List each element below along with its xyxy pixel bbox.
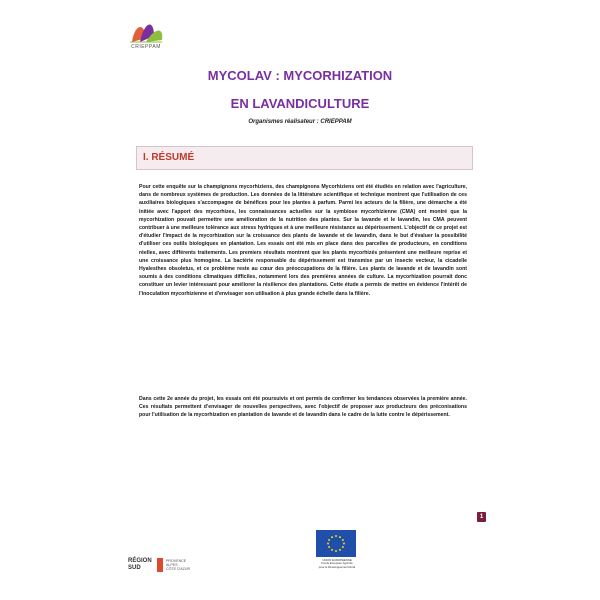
document-title-line1: MYCOLAV : MYCORHIZATION [207, 68, 393, 83]
section-heading: I. RÉSUMÉ [143, 152, 195, 163]
summary-paragraph-2: Dans cette 2e année du projet, les essais ont été poursuivis et ont permis de confirmer les tendances observées la première année. Ces résultats permettent d'envisager de nouvelles perspectives, avec l'objectif de proposer aux producteurs des préconisations pour l'utilisation de la mycorhization en plantation de lavande et de lavandin dans le cadre de la lutte contre le dépérissement. [139, 396, 467, 419]
region-logo-text [128, 558, 152, 572]
page-number-marker: 1 [477, 512, 486, 522]
region-flag-mark [157, 558, 163, 572]
eu-funding-logo [312, 530, 362, 576]
eu-caption [312, 559, 362, 569]
organizer-line: Organismes réalisateur : CRIEPPAM [248, 119, 352, 125]
logo-caption: CRIEPPAM [131, 44, 161, 50]
eu-flag-icon [316, 530, 356, 557]
document-title-line2: EN LAVANDICULTURE [230, 96, 370, 111]
region-sub-line3: CÔTE D'AZUR [166, 567, 191, 572]
eu-caption-line3: pour le Développement Rural [318, 564, 356, 569]
region-sub-line2: ALPES [166, 563, 178, 568]
region-sub-line1: PROVENCE [166, 559, 187, 563]
region-subtitle [166, 559, 190, 572]
eu-caption-line1: UNION EUROPÉENNE [322, 558, 352, 562]
eu-caption-line2: Fonds Européen Agricole [321, 561, 353, 566]
region-line2: SUD [128, 565, 141, 571]
region-sud-logo [128, 556, 208, 578]
section-heading-box [136, 146, 473, 170]
region-line1: RÉGION [128, 558, 152, 564]
summary-paragraph-1: Pour cette enquête sur la champignons mycorhiziens, des champignons Mycorhiziens ont été étudiés en relation avec l'agriculture, dans de nombreux systèmes de production. Les données de la littérature scientifique et technique montrent que l'utilisation de ces auxiliaires biologiques s'accompagne de bénéfices pour les plantes à parfum. Parmi les acteurs de la filière, une démarche a été initiée avec l'apport des mycorhizes, les connaissances actuelles sur la symbiose mycorhizienne (CMA) ont montré que la mycorhization pouvait permettre une amélioration de la nutrition des plantes. Sur la lavande et le lavandin, les CMA peuvent contribuer à une meilleure tolérance aux stress hydriques et à une meilleure résistance au dépérissement. L'objectif de ce projet est d'étudier l'impact de la mycorhization sur la croissance des plants de lavande et de lavandin, dans le but d'évaluer la possibilité d'utiliser ces outils biologiques en plantation. Les essais ont été mis en place dans des parcelles de producteurs, en conditions réelles, avec différents traitements. Les premiers résultats montrent que les plants mycorhizés présentent une meilleure reprise et une croissance plus homogène. La bactérie responsable du dépérissement est transmise par un insecte vecteur, la cicadelle Hyalesthes obsoletus, et ce problème reste au cœur des préoccupations de la filière. Les plants de lavande et de lavandin sont soumis à des conditions climatiques difficiles, notamment lors des premières années de culture. La mycorhization pourrait donc constituer un levier intéressant pour améliorer la résilience des plantations. Cette étude a permis de mettre en évidence l'intérêt de l'inoculation mycorhizienne et d'envisager son utilisation à plus grande échelle dans la filière. [139, 184, 467, 297]
